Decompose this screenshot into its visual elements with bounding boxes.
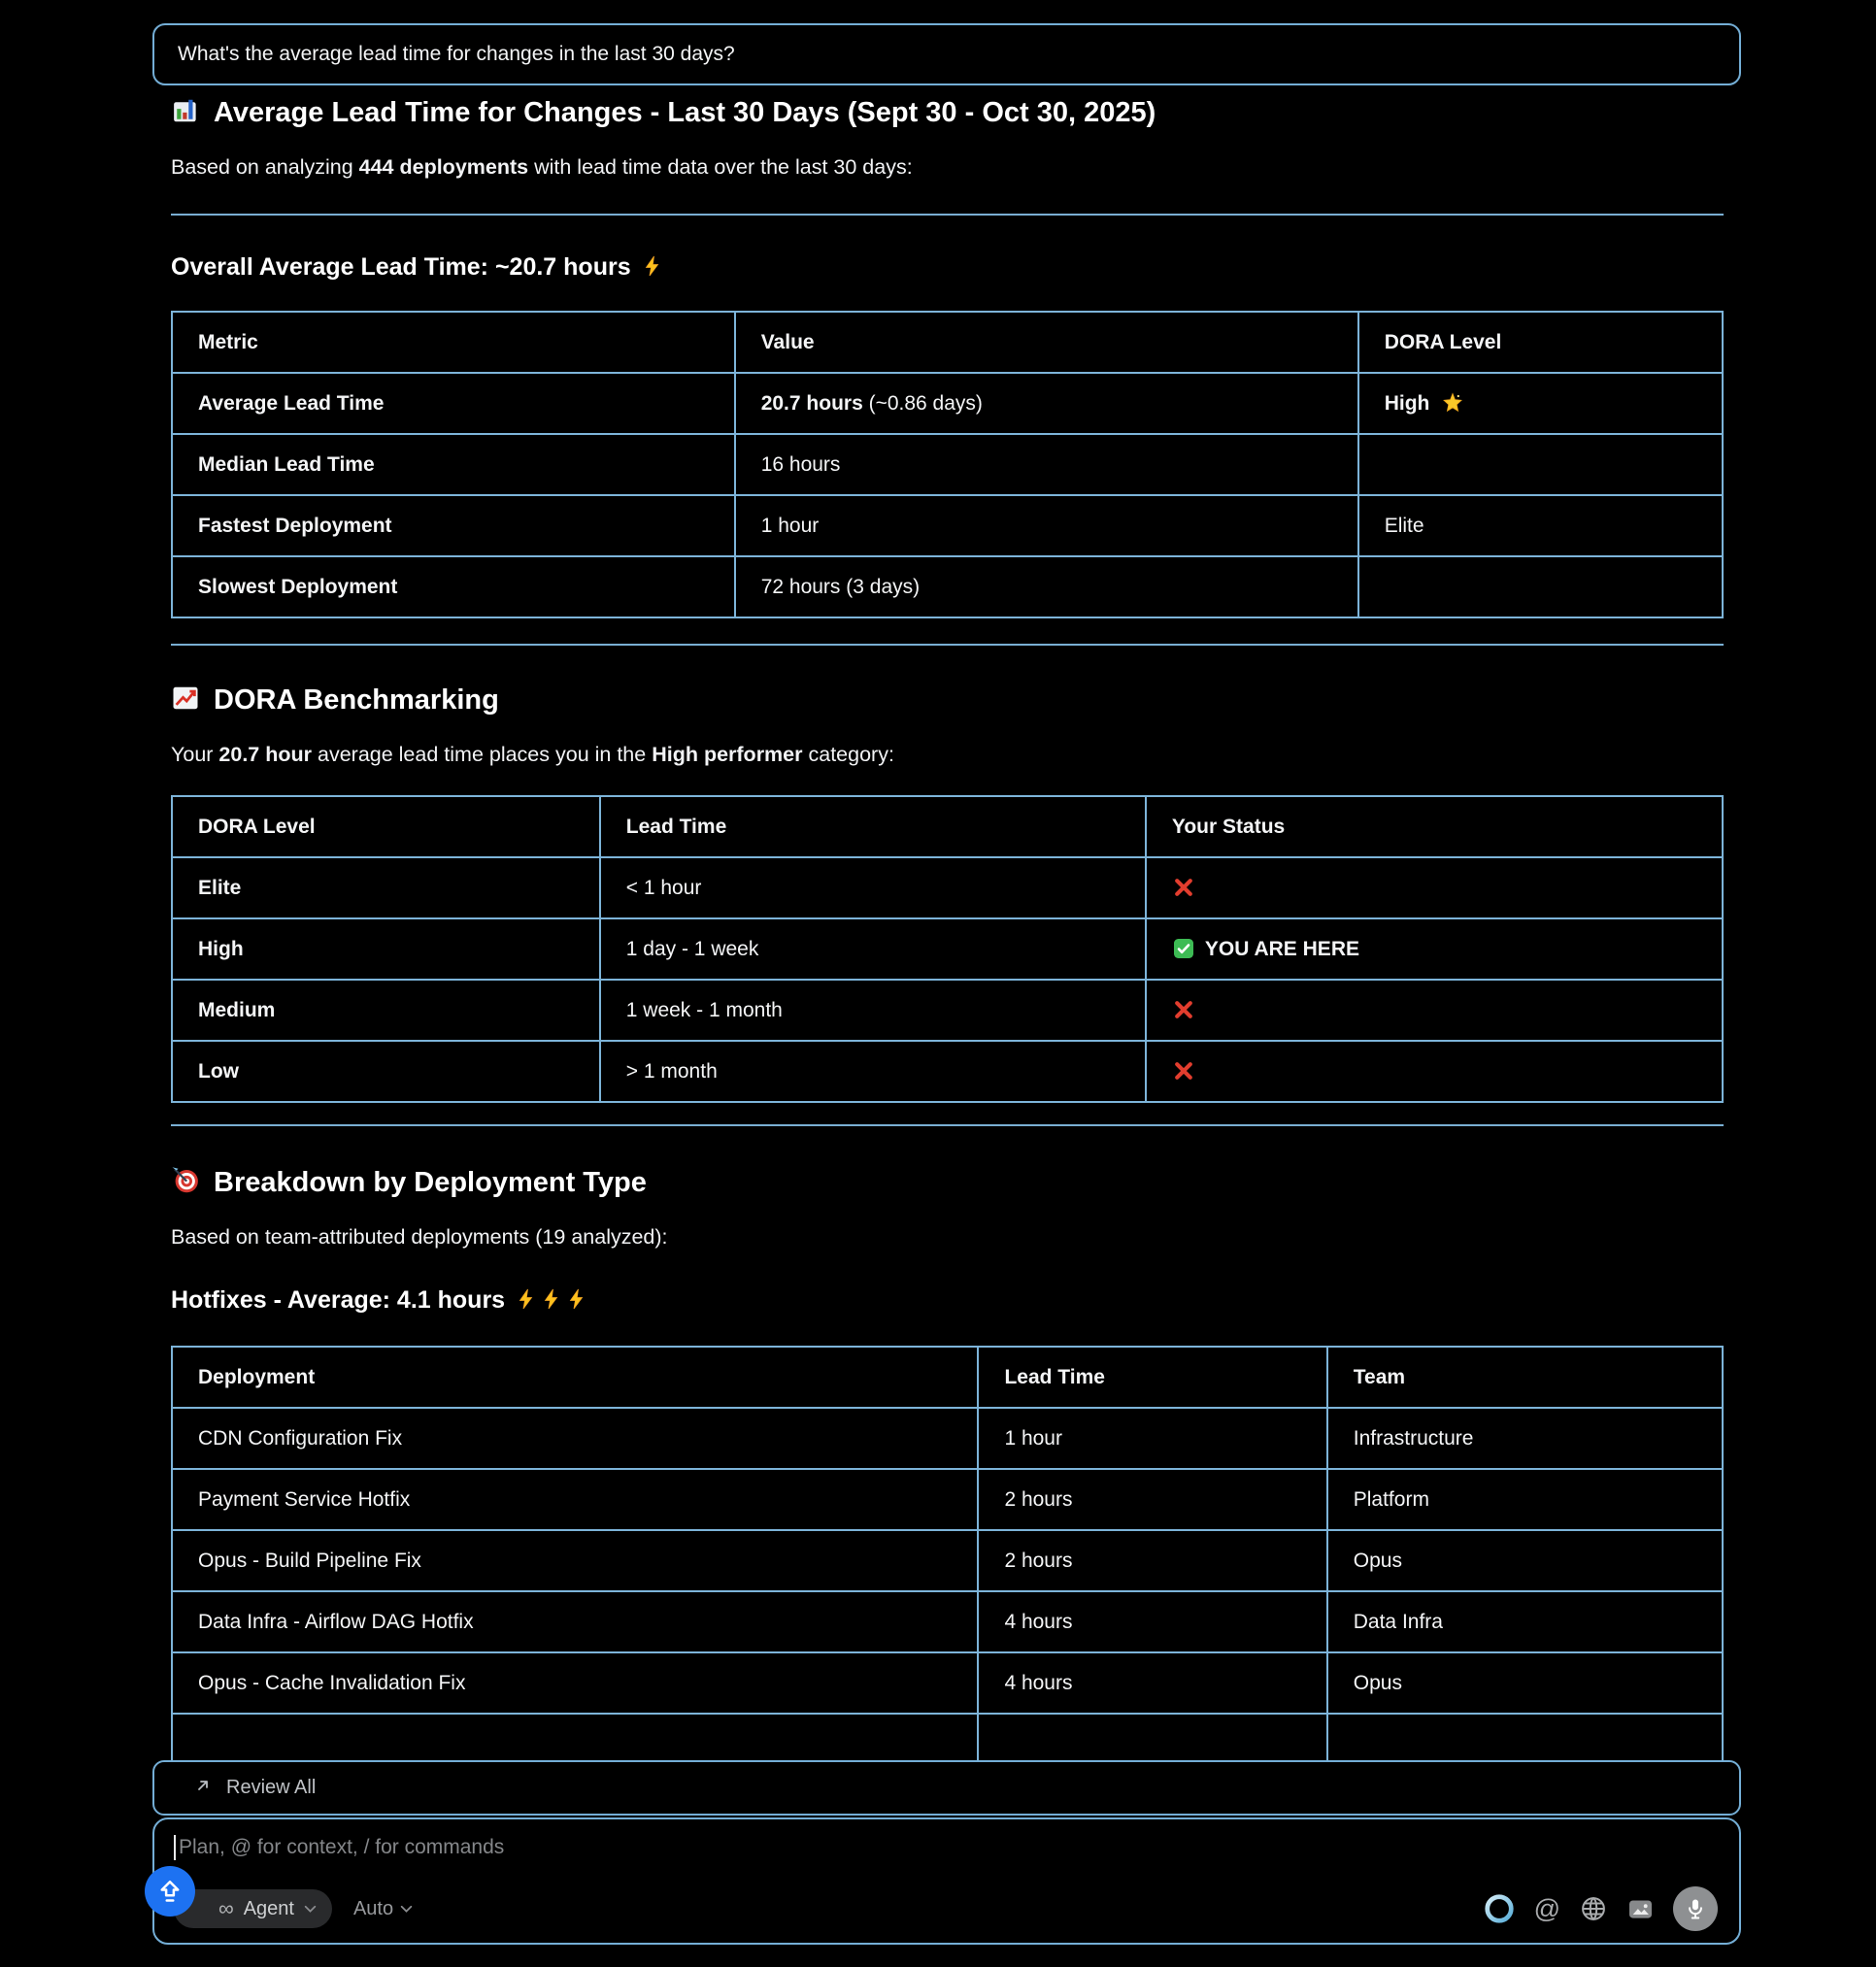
table-cell bbox=[172, 1652, 978, 1714]
microphone-button[interactable] bbox=[1673, 1886, 1718, 1931]
table-cell bbox=[172, 857, 600, 918]
table-cell bbox=[172, 918, 600, 980]
cell-text: < 1 hour bbox=[625, 876, 702, 899]
user-message[interactable] bbox=[152, 23, 1741, 85]
report-intro: Based on analyzing 444 deployments with lead time data over the last 30 days: bbox=[171, 155, 913, 179]
assistant-response bbox=[171, 93, 1724, 1776]
table-cell bbox=[1327, 1591, 1723, 1652]
table-cell bbox=[978, 1530, 1326, 1591]
column-header: Team bbox=[1327, 1347, 1723, 1408]
review-all-label: Review All bbox=[226, 1777, 317, 1798]
table-row bbox=[172, 980, 1723, 1041]
cell-text: Infrastructure bbox=[1353, 1426, 1474, 1450]
table-cell bbox=[1146, 980, 1723, 1041]
table-cell bbox=[978, 1469, 1326, 1530]
table-cell bbox=[735, 434, 1358, 495]
table-cell bbox=[172, 1041, 600, 1102]
cell-text: Data Infra bbox=[1353, 1610, 1443, 1633]
table-row bbox=[172, 1591, 1723, 1652]
metrics-table bbox=[171, 311, 1724, 618]
cell-text: Low bbox=[198, 1059, 239, 1083]
chevron-down-icon bbox=[400, 1905, 413, 1914]
cell-text: 1 hour bbox=[1004, 1426, 1062, 1450]
table-cell bbox=[978, 1408, 1326, 1469]
model-dropdown[interactable] bbox=[353, 1898, 413, 1920]
benchmark-heading: DORA Benchmarking bbox=[171, 681, 1724, 719]
divider bbox=[171, 214, 1724, 216]
agent-mode-dropdown[interactable] bbox=[174, 1889, 332, 1928]
table-cell bbox=[1327, 1652, 1723, 1714]
cell-text: Opus - Cache Invalidation Fix bbox=[198, 1671, 466, 1694]
cell-text: Medium bbox=[198, 998, 276, 1021]
usage-ring-icon[interactable] bbox=[1483, 1892, 1516, 1925]
cell-text: Platform bbox=[1353, 1487, 1429, 1511]
column-header: Metric bbox=[172, 312, 735, 373]
column-header: Value bbox=[735, 312, 1358, 373]
breakdown-intro: Based on team-attributed deployments (19 analyzed): bbox=[171, 1225, 668, 1249]
table-row bbox=[172, 373, 1723, 434]
cell-text: Opus bbox=[1353, 1549, 1402, 1572]
table-cell bbox=[172, 373, 735, 434]
table-cell bbox=[735, 373, 1358, 434]
send-button[interactable] bbox=[145, 1866, 195, 1917]
model-label: Auto bbox=[352, 1897, 394, 1919]
cell-text: 20.7 hours bbox=[760, 391, 863, 415]
table-row bbox=[172, 1041, 1723, 1102]
table-cell bbox=[1327, 1408, 1723, 1469]
table-row bbox=[172, 1469, 1723, 1530]
table-cell bbox=[600, 918, 1146, 980]
cell-text: 4 hours bbox=[1004, 1671, 1073, 1694]
bar-chart-icon bbox=[171, 93, 200, 132]
agent-label: Agent bbox=[243, 1897, 294, 1919]
prompt-input[interactable] bbox=[174, 1835, 1718, 1860]
table-header-row bbox=[172, 796, 1723, 857]
table-cell bbox=[1327, 1530, 1723, 1591]
composer bbox=[152, 1817, 1741, 1945]
high-voltage-icon bbox=[565, 1284, 588, 1317]
table-cell bbox=[172, 495, 735, 556]
prompt-placeholder: Plan, @ for context, / for commands bbox=[179, 1836, 505, 1858]
cell-text: 1 week - 1 month bbox=[625, 998, 783, 1021]
table-cell bbox=[1146, 918, 1723, 980]
table-cell bbox=[172, 556, 735, 617]
cell-text: 4 hours bbox=[1004, 1610, 1073, 1633]
cell-text: Elite bbox=[198, 876, 242, 899]
glowing-star-icon bbox=[1441, 392, 1464, 415]
table-cell bbox=[1358, 495, 1723, 556]
arrow-up-right-icon bbox=[193, 1776, 213, 1801]
table-row bbox=[172, 918, 1723, 980]
overall-heading: Overall Average Lead Time: ~20.7 hours bbox=[171, 250, 1724, 283]
cell-text: 2 hours bbox=[1004, 1549, 1073, 1572]
cell-text: 1 day - 1 week bbox=[625, 937, 759, 960]
cell-text: Opus - Build Pipeline Fix bbox=[198, 1549, 421, 1572]
text-cursor bbox=[174, 1835, 176, 1860]
mention-icon[interactable]: @ bbox=[1533, 1893, 1560, 1923]
table-row bbox=[172, 1652, 1723, 1714]
table-row bbox=[172, 434, 1723, 495]
cell-text: Slowest Deployment bbox=[198, 575, 398, 598]
high-voltage-icon bbox=[641, 250, 664, 283]
cell-text: Median Lead Time bbox=[198, 452, 375, 476]
cell-text: 72 hours (3 days) bbox=[760, 575, 921, 598]
cell-text: CDN Configuration Fix bbox=[198, 1426, 403, 1450]
review-all-bar[interactable] bbox=[152, 1760, 1741, 1816]
cell-text: Payment Service Hotfix bbox=[198, 1487, 411, 1511]
table-cell bbox=[172, 1530, 978, 1591]
table-row bbox=[172, 556, 1723, 617]
image-icon[interactable] bbox=[1626, 1895, 1655, 1923]
table-cell bbox=[600, 1041, 1146, 1102]
cross-mark-icon bbox=[1172, 1060, 1195, 1083]
table-cell bbox=[600, 857, 1146, 918]
cell-text: Average Lead Time bbox=[198, 391, 385, 415]
cell-text: High bbox=[198, 937, 244, 960]
column-header: Lead Time bbox=[978, 1347, 1326, 1408]
cell-text: Opus bbox=[1353, 1671, 1402, 1694]
divider bbox=[171, 644, 1724, 646]
table-row bbox=[172, 495, 1723, 556]
user-message-text: What's the average lead time for changes in the last 30 days? bbox=[178, 43, 735, 65]
cell-text: 2 hours bbox=[1004, 1487, 1073, 1511]
cross-mark-icon bbox=[1172, 999, 1195, 1021]
cell-text: YOU ARE HERE bbox=[1204, 938, 1359, 960]
table-cell bbox=[1358, 373, 1723, 434]
column-header: Your Status bbox=[1146, 796, 1723, 857]
cross-mark-icon bbox=[1172, 877, 1195, 899]
table-cell bbox=[1358, 434, 1723, 495]
table-cell bbox=[1327, 1469, 1723, 1530]
chevron-down-icon bbox=[304, 1905, 317, 1914]
column-header: Deployment bbox=[172, 1347, 978, 1408]
cell-text: Data Infra - Airflow DAG Hotfix bbox=[198, 1610, 474, 1633]
column-header: DORA Level bbox=[172, 796, 600, 857]
direct-hit-icon bbox=[171, 1163, 200, 1202]
table-cell bbox=[1146, 857, 1723, 918]
hotfixes-heading: Hotfixes - Average: 4.1 hours bbox=[171, 1284, 1724, 1317]
table-cell bbox=[172, 1469, 978, 1530]
table-row bbox=[172, 1530, 1723, 1591]
table-row bbox=[172, 1408, 1723, 1469]
table-cell bbox=[172, 980, 600, 1041]
table-cell bbox=[172, 1591, 978, 1652]
breakdown-heading: Breakdown by Deployment Type bbox=[171, 1163, 1724, 1202]
composer-left-controls bbox=[174, 1889, 413, 1928]
cell-text: > 1 month bbox=[625, 1059, 718, 1083]
column-header: Lead Time bbox=[600, 796, 1146, 857]
cell-text: Elite bbox=[1384, 514, 1424, 537]
table-cell bbox=[600, 980, 1146, 1041]
table-cell bbox=[978, 1591, 1326, 1652]
dora-benchmark-table bbox=[171, 795, 1724, 1103]
table-cell bbox=[172, 1408, 978, 1469]
table-cell bbox=[172, 434, 735, 495]
report-title: Average Lead Time for Changes - Last 30 Days (Sept 30 - Oct 30, 2025) bbox=[171, 93, 1724, 132]
table-header-row bbox=[172, 1347, 1723, 1408]
table-row bbox=[172, 857, 1723, 918]
composer-toolbar bbox=[174, 1886, 1718, 1931]
cell-text: 1 hour bbox=[760, 514, 820, 537]
table-cell bbox=[1146, 1041, 1723, 1102]
chart-increasing-icon bbox=[171, 681, 200, 719]
cell-text: High bbox=[1384, 392, 1436, 415]
infinity-icon: ∞ bbox=[218, 1896, 234, 1920]
column-header: DORA Level bbox=[1358, 312, 1723, 373]
table-cell bbox=[978, 1652, 1326, 1714]
high-voltage-icon bbox=[515, 1284, 538, 1317]
cell-text: Fastest Deployment bbox=[198, 514, 392, 537]
table-cell bbox=[735, 556, 1358, 617]
table-cell bbox=[1358, 556, 1723, 617]
cell-text: (~0.86 days) bbox=[862, 391, 983, 415]
divider bbox=[171, 1124, 1724, 1126]
high-voltage-icon bbox=[540, 1284, 563, 1317]
composer-right-controls bbox=[1483, 1886, 1718, 1931]
table-header-row bbox=[172, 312, 1723, 373]
globe-icon[interactable] bbox=[1579, 1894, 1608, 1923]
benchmark-intro: Your 20.7 hour average lead time places you in the High performer category: bbox=[171, 743, 894, 766]
table-cell bbox=[735, 495, 1358, 556]
check-mark-icon bbox=[1172, 938, 1195, 960]
hotfixes-table bbox=[171, 1346, 1724, 1776]
cell-text: 16 hours bbox=[760, 452, 841, 476]
